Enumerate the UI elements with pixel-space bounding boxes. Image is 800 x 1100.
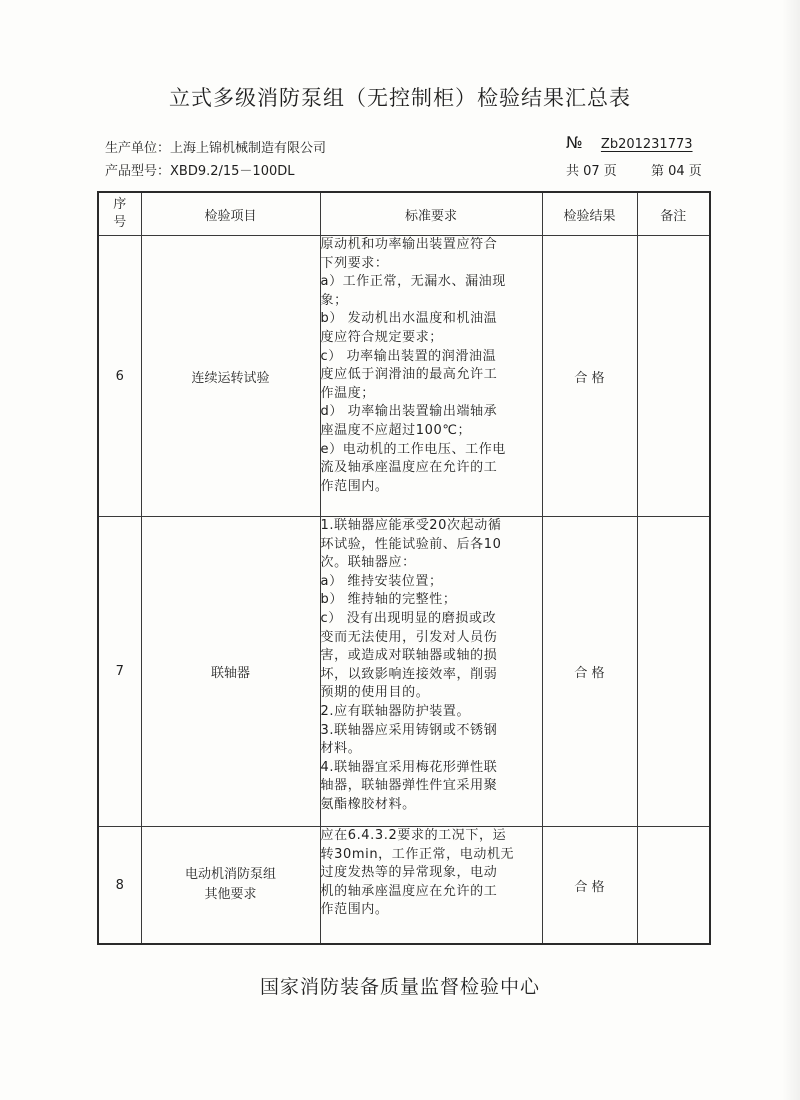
row-result: 合 格 [542,517,637,827]
requirement-line: 流及轴承座温度应在允许的工 [320,460,498,476]
row-requirements [320,827,542,945]
requirement-line: 材料。 [320,741,362,757]
requirement-line: c） 没有出现明显的磨损或改 [320,610,497,626]
requirement-line: 1.联轴器应能承受20次起动循 [320,518,502,533]
requirement-line: 氨酯橡胶材料。 [320,796,416,812]
page-number: 第 04 页 [651,164,702,179]
requirement-line: 3.联轴器应采用铸钢或不锈钢 [320,722,498,738]
scan-edge-shadow [782,0,800,1100]
requirement-line: 坏，以致影响连接效率，削弱 [320,666,498,682]
header-seq-line2: 号 [113,215,127,230]
requirement-line: b） 发动机出水温度和机油温 [320,311,498,327]
requirement-line: 过度发热等的异常现象，电动 [320,865,498,881]
requirement-line: 次。联轴器应： [320,555,416,571]
requirement-line: 环试验，性能试验前、后各10 [320,536,502,552]
row-item-line1: 连续运转试验 [191,370,270,386]
header-standard: 标准要求 [320,192,542,236]
product-model-label: 产品型号：XBD9.2/15－100DL [105,164,295,179]
row-result: 合 格 [542,827,637,945]
row-item-line1: 电动机消防泵组 [184,867,276,882]
table-row-7 [98,517,710,827]
row-item [141,827,320,945]
requirement-line: 象； [320,292,348,308]
requirement-line: 度应低于润滑油的最高允许工 [320,367,498,383]
header-seq-line1: 序 [113,197,127,212]
requirement-line: 轴器，联轴器弹性件宜采用聚 [320,778,498,794]
requirement-line: 下列要求： [320,255,389,271]
requirement-line: d） 功率输出装置输出端轴承 [320,404,498,420]
requirement-line: 害，或造成对联轴器或轴的损 [320,648,498,664]
manufacturer-label: 生产单位：上海上锦机械制造有限公司 [105,141,327,156]
issuer-footer: 国家消防装备质量监督检验中心 [259,976,540,998]
row-requirements [320,517,542,827]
row-result: 合 格 [542,236,637,517]
header-note: 备注 [637,192,710,236]
requirement-line: 4.联轴器宜采用梅花形弹性联 [320,759,498,775]
requirement-line: 作温度； [320,385,375,401]
row-item [141,517,320,827]
requirement-line: 原动机和功率输出装置应符合 [320,237,498,252]
row-seq: 7 [98,517,141,827]
requirement-line: 应在6.4.3.2要求的工况下，运 [320,828,507,843]
requirement-line: 变而无法使用，引发对人员伤 [320,629,498,645]
row-requirements [320,236,542,517]
header-result: 检验结果 [542,192,637,236]
requirement-line: c） 功率输出装置的润滑油温 [320,348,497,364]
requirement-line: 预期的使用目的。 [320,685,430,701]
serial-block [566,133,693,152]
requirement-line: e）电动机的工作电压、工作电 [320,441,506,457]
requirement-line: 机的轴承座温度应在允许的工 [320,883,498,899]
row-seq: 6 [98,236,141,517]
row-note [637,236,710,517]
header-seq [98,192,141,236]
serial-number: Zb201231773 [600,137,693,152]
number-symbol: № [566,133,583,152]
row-note [637,517,710,827]
requirement-line: 2.应有联轴器防护装置。 [320,703,471,719]
header-item: 检验项目 [141,192,320,236]
requirement-line: b） 维持轴的完整性； [320,592,457,608]
requirement-line: 度应符合规定要求； [320,329,443,345]
table-header-row [98,192,710,236]
inspection-results-table [97,191,711,945]
table-row-6 [98,236,710,517]
row-note [637,827,710,945]
row-seq: 8 [98,827,141,945]
requirement-line: 转30min，工作正常，电动机无 [320,846,515,862]
requirement-line: a）工作正常，无漏水、漏油现 [320,274,506,290]
document-title: 立式多级消防泵组（无控制柜）检验结果汇总表 [169,86,631,110]
total-pages: 共 07 页 [566,164,617,179]
requirement-line: 座温度不应超过100℃； [320,422,472,438]
requirement-line: 作范围内。 [320,478,389,494]
requirement-line: a） 维持安装位置； [320,573,443,589]
row-item [141,236,320,517]
row-item-line2: 其他要求 [204,887,257,902]
row-item-line1: 联轴器 [210,666,250,681]
requirement-line: 作范围内。 [320,902,389,918]
table-row-8 [98,827,710,945]
